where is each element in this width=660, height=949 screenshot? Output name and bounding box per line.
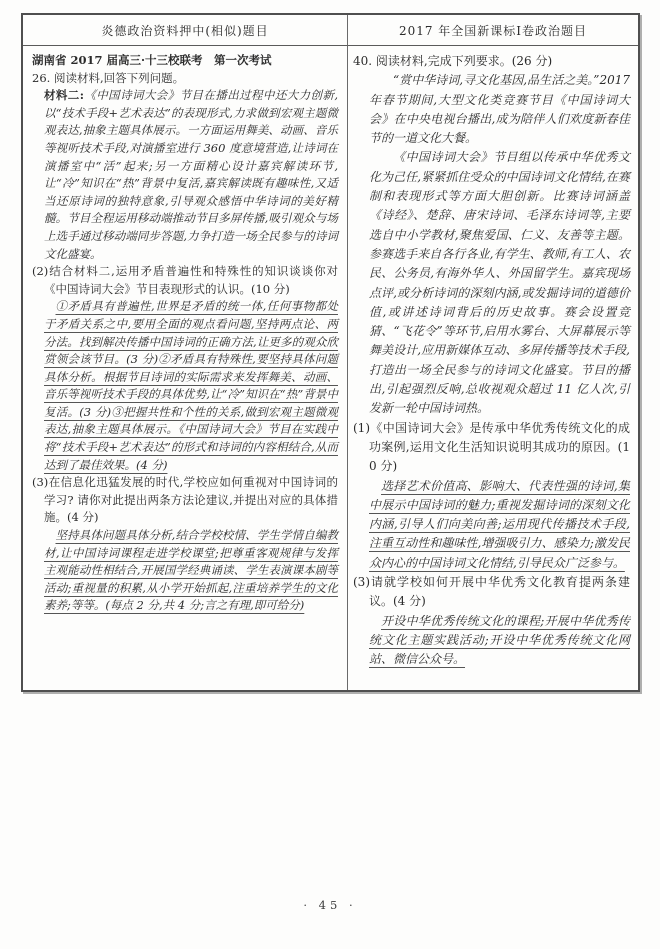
material-paragraph-1: “赏中华诗词,寻文化基因,品生活之美。”2017 年春节期间,大型文化类竞赛节目《中国诗词大会》在中央电视台播出,成为陪伴人们欢度新春佳节的一道文化大餐。	[369, 73, 630, 146]
question-40-intro-text: 阅读材料,完成下列要求。(26 分)	[375, 54, 553, 68]
question-40-intro	[353, 52, 630, 71]
material-2-label: 材料二:	[44, 88, 84, 103]
table-header-right: 2017 年全国新课标Ⅰ卷政治题目	[348, 15, 638, 46]
question-26-number: 26.	[32, 70, 51, 85]
question-1-stem: (1)《中国诗词大会》是传承中华优秀传统文化的成功案例,运用文化生活知识说明其成功的原因。(10 分)	[353, 420, 630, 474]
question-2-stem: (2)结合材料二,运用矛盾普遍性和特殊性的知识谈谈你对《中国诗词大会》节目表现形式的认识。(10 分)	[32, 264, 338, 296]
left-column	[23, 46, 348, 690]
question-3-answer-right: 开设中华优秀传统文化的课程;开展中华优秀传统文化主题实践活动;开设中华优秀传统文化网站、微信公众号。	[369, 613, 630, 667]
material-2-text: 《中国诗词大会》节目在播出过程中还大力创新,以“技术手段+艺术表达”的表现形式,力求做到宏观主题微观表达,抽象主题具体展示。一方面运用舞美、动画、音乐等视听技术手段,对演播室进行 360 度意境营造,让诗词在演播室中“活”起来;另一方面精心设计嘉宾解读环节,让“冷”知识在“热”背景中复活,嘉宾解读既有趣味性,又适当还原诗词的独特意象,引导观众感悟中华诗词的美好精髓。节目全程运用移动端推动节目多屏传播,吸引观众与场上选手通过移动端同步答题,力争打造一场全民参与的诗词文化盛宴。	[44, 88, 339, 261]
table-header-left: 炎德政治资料押中(相似)题目	[23, 15, 348, 46]
question-26-intro	[32, 70, 338, 88]
material-2-paragraph	[44, 87, 338, 263]
question-40-number: 40.	[353, 54, 373, 68]
question-3-stem-right: (3)请就学校如何开展中华优秀文化教育提两条建议。(4 分)	[353, 575, 630, 609]
right-column	[348, 46, 638, 690]
question-3-answer-left: 坚持具体问题具体分析,结合学校校情、学生学情自编教材,让中国诗词课程走进学校课堂;把尊重客观规律与发挥主观能动性相结合,开展国学经典诵读、学生表演课本剧等活动;重视量的积累,从小学开始抓起,注重培养学生的文化素养;等等。(每点 2 分,共 4 分;言之有理,即可给分)	[44, 528, 338, 613]
question-1-answer: 选择艺术价值高、影响大、代表性强的诗词,集中展示中国诗词的魅力;重视发掘诗词的深刻文化内涵,引导人们向美向善;运用现代传播技术手段,注重互动性和趣味性,增强吸引力、感染力;激发民众内心的中国诗词文化情结,引导民众广泛参与。	[369, 478, 630, 570]
question-3-stem-left: (3)在信息化迅猛发展的时代,学校应如何重视对中国诗词的学习? 请你对此提出两条方法论建议,并提出对应的具体措施。(4 分)	[32, 475, 338, 525]
comparison-table	[21, 13, 640, 692]
question-2-answer: ①矛盾具有普遍性,世界是矛盾的统一体,任何事物都处于矛盾关系之中,要用全面的观点看问题,坚持两点论、两分法。找到解决传播中国诗词的正确方法,让更多的观众欣赏领会该节目。(3 分)②矛盾具有特殊性,要坚持具体问题具体分析。根据节目诗词的实际需求来发挥舞美、动画、音乐等视听技术手段的具体优势,让“冷”知识在“热”背景中复活。(3 分)③把握共性和个性的关系,做到宏观主题微观表达,抽象主题具体展示。《中国诗词大会》节目在实践中将“技术手段+艺术表达”的形式和诗词的内容相结合,从而达到了最佳效果。(4 分)	[44, 299, 338, 472]
question-26-intro-text: 阅读材料,回答下列问题。	[53, 70, 185, 85]
exam-title: 湖南省 2017 届高三·十三校联考 第一次考试	[32, 53, 272, 67]
material-paragraph-2: 《中国诗词大会》节目组以传承中华优秀文化为己任,紧紧抓住受众的中国诗词文化情结,在赛制和表现形式等方面大胆创新。比赛诗词涵盖《诗经》、楚辞、唐宋诗词、毛泽东诗词等,主要选自中小学教材,聚焦爱国、仁义、友善等主题。参赛选手来自各行各业,有学生、教师,有工人、农民、公务员,有海外华人、外国留学生。嘉宾现场点评,或分析诗词的深刻内涵,或发掘诗词的道德价值,或讲述诗词背后的历史故事。赛会设置竞猜、“飞花令”等环节,启用水雾台、大屏幕展示等舞美设计,应用新媒体互动、多屏传播等技术手段,打造出一场全民参与的诗词文化盛宴。节目的播出,引起强烈反响,总收视观众超过 11 亿人次,引发新一轮中国诗词热。	[369, 150, 630, 416]
page-number: · 45 ·	[303, 898, 357, 912]
